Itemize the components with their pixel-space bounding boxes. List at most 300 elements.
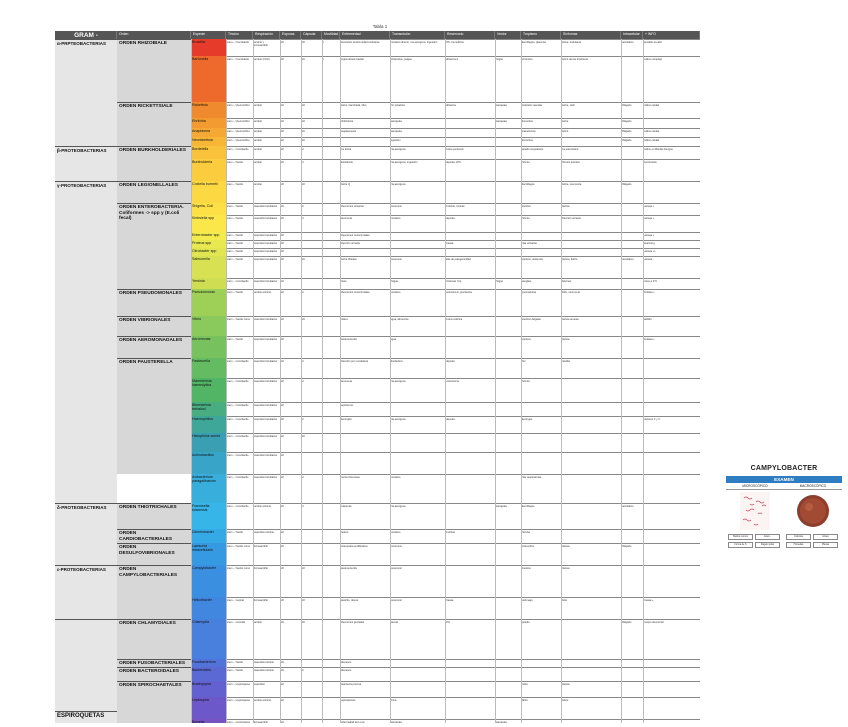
data-cell: NO [301, 120, 305, 123]
data-cell: Anaerobio facultativo [253, 418, 278, 421]
data-cell: Garrapata [495, 120, 507, 123]
order-cell: ORDEN THIOTRICHALES [117, 503, 191, 529]
data-cell: Gram - / cocobacilo [226, 404, 249, 407]
data-cell [445, 338, 493, 358]
table-row [191, 146, 700, 159]
data-cell [495, 258, 519, 278]
data-cell: NO [301, 567, 305, 570]
grid-line [301, 39, 302, 723]
data-cell [643, 183, 700, 203]
data-cell [445, 435, 493, 452]
data-cell: Aerobio estricto [253, 505, 272, 508]
data-cell [621, 404, 641, 416]
data-cell: Anaplasmosis [340, 130, 357, 133]
data-cell: Ganglios [521, 280, 532, 283]
data-cell: Anaerobio facultativo [253, 476, 278, 479]
data-cell: SI [301, 360, 304, 363]
data-cell: Macrófagos [521, 505, 535, 508]
genus-cell: Brachyspira [191, 681, 226, 697]
microscopic-image [726, 490, 784, 532]
data-cell [445, 545, 493, 565]
data-cell: NO [280, 234, 284, 237]
micro-label: MICROSCÓPICO [726, 483, 784, 490]
genus-cell: Mannheimia haemolytica [191, 378, 226, 402]
data-cell: Aerobio [253, 139, 262, 142]
data-cell: Adhesina [445, 104, 456, 107]
data-cell: NO [280, 661, 284, 664]
genus-cell: Salmonella [191, 256, 226, 278]
table-row [191, 565, 700, 597]
data-cell: Monocitos [521, 139, 533, 142]
data-cell [495, 380, 519, 402]
data-cell: Gram - / cocobacilo [226, 380, 249, 383]
data-cell [621, 318, 641, 336]
data-cell [322, 120, 339, 128]
table-row [191, 378, 700, 402]
data-cell: Garrapata [495, 721, 507, 723]
data-cell: Gram - / bacilo [226, 661, 244, 664]
data-cell: SI [301, 161, 304, 164]
data-cell: Cultivo celular [643, 130, 660, 133]
column-header: Reservorio [445, 31, 495, 39]
order-cell: ORDEN CARDIOBACTERIALES [117, 529, 191, 543]
genus-cell: Chlamydia [191, 619, 226, 659]
table-row [191, 232, 700, 240]
data-cell: Brucelosis. Enfermedad ondulante [340, 41, 380, 44]
data-cell: NO [280, 183, 284, 186]
data-cell [521, 669, 559, 681]
data-cell: Anaerobio facultativo [253, 205, 278, 208]
genus-cell: Actinobacillus [191, 452, 226, 474]
data-cell [445, 699, 493, 719]
column-header: Especie [191, 31, 226, 39]
data-cell: Aerobio estricto [253, 699, 272, 702]
data-cell: Cultivo en Bordet-Gengou [643, 148, 673, 151]
data-cell [445, 183, 493, 203]
data-cell: NO [280, 217, 284, 220]
data-cell [322, 139, 339, 146]
data-cell [643, 683, 700, 697]
data-cell [495, 599, 519, 619]
genus-cell: Anaplasma [191, 128, 226, 137]
sheet-title: Tabla 1 [372, 24, 388, 29]
data-cell: Orina [390, 699, 397, 702]
column-header: Tinción [226, 31, 253, 39]
data-cell: Gram - / pleomórfico [226, 139, 250, 142]
data-cell: Cultivo complejo [643, 58, 663, 61]
data-cell: Aerobio y microaerófilo [253, 41, 268, 48]
data-cell: Intestino, sistémico [521, 258, 544, 261]
data-cell [445, 721, 493, 723]
data-cell: Gram - / espiral [226, 599, 244, 602]
spreadsheet [55, 31, 700, 723]
data-cell [495, 404, 519, 416]
table-row [191, 697, 700, 719]
grid-line [621, 39, 622, 723]
data-cell [322, 291, 339, 316]
grid-line [561, 39, 562, 723]
data-cell: NO [280, 318, 284, 321]
data-cell: Pulmón [521, 161, 530, 164]
table-row [191, 256, 700, 278]
order-cell: ORDEN SPIROCHAETALES [117, 681, 191, 723]
data-cell [445, 476, 493, 503]
data-cell: Lactosa +/- [643, 250, 656, 253]
data-cell: NO [280, 545, 284, 548]
table-row [191, 719, 700, 723]
data-cell: Intestino delgado [521, 318, 541, 321]
data-cell [495, 318, 519, 336]
data-cell: NO [301, 599, 305, 602]
data-cell: Garrapata [390, 130, 402, 133]
data-cell: Abscesos [340, 669, 352, 672]
data-cell: Pezuña [521, 531, 530, 534]
data-cell [390, 404, 443, 416]
table-row [191, 402, 700, 416]
data-cell: Enfermedad de Lyme [340, 721, 365, 723]
order-cell: ORDEN BURKHOLDERIALES [117, 146, 191, 181]
data-cell: NO [301, 435, 305, 438]
data-cell: Gram - / bacilo [226, 669, 244, 672]
data-cell: Meningitis [340, 418, 352, 421]
genus-cell: Proteus spp [191, 240, 226, 248]
data-cell: Gram - / bacilo [226, 205, 244, 208]
data-cell: SI [301, 418, 304, 421]
data-cell: Dolor [561, 599, 568, 602]
data-cell [301, 545, 321, 565]
data-cell: Gram - / cocobacilo [226, 454, 249, 457]
data-cell: Fiebre, ondulante [561, 41, 582, 44]
data-cell: Cápsula [445, 418, 455, 421]
data-cell: Gram - / bacilo [226, 250, 244, 253]
data-cell [621, 418, 641, 433]
data-cell: Cápsula [445, 217, 455, 220]
data-cell: Agua [390, 338, 397, 341]
grid-line [191, 39, 192, 723]
genus-cell: Histophilus somni [191, 433, 226, 452]
data-cell: Fecal-oral [390, 205, 402, 208]
data-cell: NO [280, 476, 284, 479]
data-cell: Anaerobio facultativo [253, 360, 278, 363]
data-cell: Anaerobio [253, 683, 265, 686]
data-cell: Epitelio respiratorio [521, 148, 544, 151]
data-cell [621, 161, 641, 181]
data-cell [621, 291, 641, 316]
data-cell [621, 476, 641, 503]
table-row [191, 659, 700, 667]
table-row [191, 203, 700, 215]
data-cell: Facultativo [621, 505, 634, 508]
genus-cell: Leptospira [191, 697, 226, 719]
data-cell: NO [280, 360, 284, 363]
data-cell [561, 531, 619, 543]
micro-tag: Bacilos curvos [728, 534, 753, 540]
data-cell: Exotoxina A, piocianina [445, 291, 472, 294]
table-row [191, 102, 700, 118]
data-cell: Disentería porcina [340, 683, 362, 686]
data-cell [495, 567, 519, 597]
data-cell: Lactosa - [643, 258, 654, 261]
table-row [191, 128, 700, 137]
data-cell: Gram - / cocobacilo [226, 360, 249, 363]
data-cell: C [322, 58, 324, 61]
data-cell [643, 404, 700, 416]
data-cell: Fibrosis quística [561, 161, 580, 164]
column-header: Esporas [280, 31, 301, 39]
genus-cell: Borrelia [191, 719, 226, 723]
column-header: Síntomas [561, 31, 621, 39]
data-cell: Ehrlichiosis [340, 120, 354, 123]
data-cell: Tos paroxística [561, 148, 579, 151]
data-cell: NO [301, 318, 305, 321]
data-cell [495, 683, 519, 697]
data-cell: Tos ferina [340, 148, 352, 151]
data-cell: Fiebre [561, 130, 569, 133]
data-cell [621, 699, 641, 719]
data-cell [621, 683, 641, 697]
data-cell: Fecal-oral [390, 567, 402, 570]
data-cell: Aerobio estricto [253, 291, 272, 294]
column-header: Enfermedad [340, 31, 390, 39]
data-cell: Macrófagos, placenta [521, 41, 546, 44]
data-cell: Ureasa + [643, 599, 654, 602]
table-row [191, 358, 700, 378]
data-cell: Monocitos [521, 120, 533, 123]
data-cell: Islas de patogenicidad [445, 258, 471, 261]
data-cell [390, 669, 443, 681]
data-cell: Proteínas Yop [445, 280, 462, 283]
grid-line [226, 39, 227, 723]
data-cell: Vía aerógena [390, 183, 406, 186]
data-cell: Adhesina A [445, 58, 459, 61]
data-cell: Diarrea [561, 567, 570, 570]
data-cell: NO [280, 242, 284, 245]
data-cell [322, 280, 339, 289]
data-cell [561, 454, 619, 474]
data-cell: Melioidosis [340, 161, 353, 164]
data-cell: Diarrea acuosa [561, 318, 579, 321]
data-cell: Facultativo [621, 258, 634, 261]
genus-cell: Neorickettsia [191, 137, 226, 146]
data-cell: Enterocitos [521, 545, 534, 548]
data-cell: NO [301, 41, 305, 44]
data-cell [495, 669, 519, 681]
data-cell [643, 435, 700, 452]
data-cell [322, 476, 339, 503]
data-cell [445, 454, 493, 474]
column-header: Movilidad [322, 31, 340, 39]
order-cell: ORDEN PSEUDOMONALES [117, 289, 191, 316]
data-cell: Peste [340, 280, 347, 283]
data-cell: Contacto directo, vía aerógena, ingestión [390, 41, 438, 44]
data-cell: Vía aerógena [390, 148, 406, 151]
grid-line [322, 39, 323, 723]
grid-line [445, 39, 446, 723]
data-cell [621, 567, 641, 597]
data-cell: Vía aerógena [390, 418, 406, 421]
data-cell: Aerobio [253, 130, 262, 133]
order-cell: ORDEN VIBRIONALES [117, 316, 191, 336]
data-cell: Gram - / cocobacilo [226, 418, 249, 421]
data-cell: Gram - / bacilo [226, 242, 244, 245]
data-cell [643, 360, 700, 378]
data-cell: Ingestión [390, 139, 401, 142]
data-cell: SI [301, 205, 304, 208]
data-cell: Pulgas [495, 280, 503, 283]
data-cell: Gram - / bacilo [226, 291, 244, 294]
data-cell: Pulgas [495, 58, 503, 61]
data-cell [495, 139, 519, 146]
data-cell: Fiebre [561, 699, 569, 702]
data-cell: SI [301, 380, 304, 383]
data-cell: NO [301, 621, 305, 624]
table-row [191, 416, 700, 433]
data-cell: NO [280, 41, 284, 44]
data-cell: NO [280, 435, 284, 438]
data-cell [322, 104, 339, 118]
data-cell [322, 318, 339, 336]
table-row [191, 248, 700, 256]
data-cell [495, 621, 519, 659]
data-cell: Garrapata [390, 721, 402, 723]
data-cell: Estómago [521, 599, 533, 602]
data-cell: Colon [521, 683, 528, 686]
data-cell [495, 476, 519, 503]
data-cell [521, 404, 559, 416]
data-cell [495, 545, 519, 565]
order-cell: ORDEN AEROMONADALES [117, 336, 191, 358]
data-cell [561, 380, 619, 402]
data-cell: NO [280, 380, 284, 383]
data-cell: NO [280, 669, 284, 672]
data-cell: Fiebre manchada, tifus [340, 104, 367, 107]
data-cell: Aerobio [253, 148, 262, 151]
data-cell: Otitis, neumonía [561, 291, 580, 294]
macro-tag: Colonias [786, 534, 811, 540]
data-cell: Anaerobio facultativo [253, 242, 278, 245]
data-cell: Anaerobio facultativo [253, 454, 278, 457]
data-cell [561, 418, 619, 433]
data-cell: Gram - / cocobacilo [226, 148, 249, 151]
data-cell: Pulmón [521, 217, 530, 220]
data-cell: NO [301, 258, 305, 261]
data-cell [445, 669, 493, 681]
data-cell: Sensible al calor [643, 41, 663, 44]
data-cell [561, 476, 619, 503]
data-cell [322, 418, 339, 433]
data-cell [301, 338, 321, 358]
data-cell [495, 205, 519, 215]
data-cell: Obligado [621, 621, 632, 624]
data-cell: Agua, alimentos [390, 318, 409, 321]
data-cell: Infección urinaria [561, 217, 581, 220]
data-cell [495, 183, 519, 203]
data-cell: Gram - / cocoide [226, 621, 246, 624]
data-cell: Anaerobio facultativo [253, 435, 278, 438]
data-cell: Anaerobio facultativo [253, 258, 278, 261]
data-cell: Vía aerógena [390, 505, 406, 508]
grid-line [643, 39, 644, 723]
table-row [191, 503, 700, 529]
campylobacter-card [726, 465, 842, 580]
data-cell: SI [301, 217, 304, 220]
data-cell [322, 721, 339, 723]
data-cell: Garrapata [390, 120, 402, 123]
genus-cell: Lawsonia intracellularis [191, 543, 226, 565]
data-cell [322, 130, 339, 137]
data-cell: Fecal-oral [390, 599, 402, 602]
data-cell [643, 721, 700, 723]
micro-tag: Forma de S [728, 542, 753, 548]
data-cell [561, 669, 619, 681]
data-cell: Obligado [621, 183, 632, 186]
genus-cell: Haemophilus [191, 416, 226, 433]
data-cell: Coriza infecciosa [340, 476, 360, 479]
data-cell [643, 120, 700, 128]
grid-line [495, 39, 496, 723]
data-cell: Cuerpo elemental [643, 621, 664, 624]
data-cell: NO [280, 130, 284, 133]
column-header: Cápsula [301, 31, 322, 39]
data-cell: Fiebre de las trincheras [561, 58, 589, 61]
data-cell: Diarrea, fiebre [561, 258, 578, 261]
data-cell: NO [280, 338, 284, 341]
table-row [191, 181, 700, 203]
data-cell: Anaerobio estricto [253, 669, 274, 672]
genus-cell: Bartonella [191, 56, 226, 102]
data-cell: Anaerobio facultativo [253, 280, 278, 283]
data-cell [322, 183, 339, 203]
data-cell: Diarrea [561, 545, 570, 548]
macro-tag: Planas [813, 542, 838, 548]
data-cell [390, 454, 443, 474]
data-cell: Oportunista [643, 161, 657, 164]
genus-cell: Bibersteinia trehalosi [191, 402, 226, 416]
data-cell [322, 699, 339, 719]
data-cell [621, 599, 641, 619]
data-cell [643, 454, 700, 474]
data-cell: Crece a 4ºC [643, 280, 658, 283]
data-cell: Factores X y V [643, 418, 661, 421]
data-cell: Infecciones genitales [340, 621, 365, 624]
data-cell [643, 531, 700, 543]
data-cell: Artrópodos, pulgas [390, 58, 412, 61]
data-cell [495, 217, 519, 232]
card-title: CAMPYLOBACTER [750, 465, 818, 472]
genus-cell: Burkholderia [191, 159, 226, 181]
genus-cell: Helicobacter [191, 597, 226, 619]
data-cell [445, 683, 493, 697]
data-cell [322, 545, 339, 565]
data-cell [322, 599, 339, 619]
table-row [191, 433, 700, 452]
data-cell [495, 291, 519, 316]
data-cell: Garrapata [495, 505, 507, 508]
genus-cell: Aeromonas [191, 336, 226, 358]
data-cell [561, 721, 619, 723]
data-cell: NO [280, 418, 284, 421]
data-cell: NO [280, 291, 284, 294]
data-cell [521, 435, 559, 452]
data-cell [561, 621, 619, 659]
data-cell: Infecciones nosocomiales [340, 291, 370, 294]
data-cell [390, 683, 443, 697]
micro-tag: Gram - [755, 534, 780, 540]
data-cell: Gram - / pleomórfico [226, 120, 250, 123]
data-cell: Gram - / Cocobacilo [226, 41, 250, 44]
data-cell: Fiebre, neumonía [561, 183, 582, 186]
table-row [191, 278, 700, 289]
